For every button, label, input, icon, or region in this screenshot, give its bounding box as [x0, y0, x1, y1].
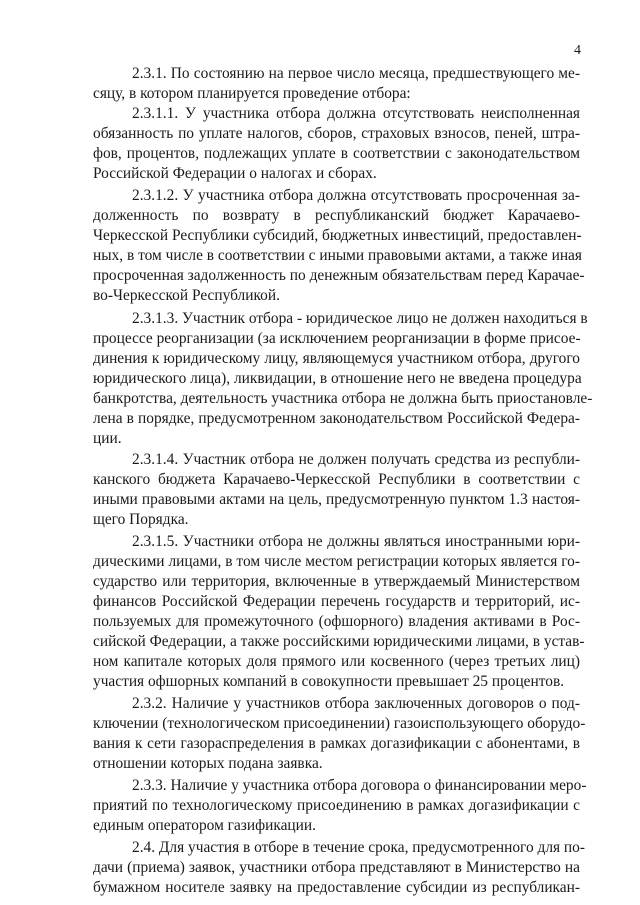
text-line: дическими лицами, в том числе местом регистрации которых является го- [93, 553, 580, 570]
text-line: 2.3.2. Наличие у участников отбора заключенных договоров о под- [132, 695, 580, 712]
text-line: юридического лица), ликвидации, в отношение него не введена процедура [93, 370, 582, 387]
text-line: бумажном носителе заявку на предоставление субсидии из республикан- [93, 879, 580, 896]
text-line: фов, процентов, подлежащих уплате в соответствии с законодательством [93, 145, 580, 162]
text-line: вания к сети газораспределения в рамках догазификации с абонентами, в [93, 735, 580, 752]
text-line: ных, в том числе в соответствии с иными правовыми актами, а также иная [93, 247, 582, 264]
text-line: Российской Федерации о налогах и сборах. [93, 165, 377, 182]
text-line: Черкесской Республики субсидий, бюджетных инвестиций, предоставлен- [93, 227, 582, 244]
text-line: пользуемых для промежуточного (офшорного) владения активами в Рос- [93, 613, 580, 630]
text-line: процессе реорганизации (за исключением реорганизации в форме присое- [93, 330, 581, 347]
text-line: обязанность по уплате налогов, сборов, страховых взносов, пеней, штра- [93, 125, 580, 142]
text-line: 2.3.1.4. Участник отбора не должен получать средства из республи- [132, 451, 580, 468]
text-line: банкротства, деятельность участника отбора не должна быть приостановле- [93, 390, 593, 407]
text-line: сийской Федерации, а также российскими юридическими лицами, в устав- [93, 633, 585, 650]
text-line: ции. [93, 430, 122, 447]
text-line: участия офшорных компаний в совокупности превышает 25 процентов. [93, 673, 565, 690]
text-line: 2.3.1.1. У участника отбора должна отсутствовать неисполненная [132, 105, 580, 122]
text-line: 2.3.1.5. Участники отбора не должны являться иностранными юри- [132, 533, 580, 550]
text-line: дачи (приема) заявок, участники отбора представляют в Министерство на [93, 859, 580, 876]
text-line: долженность по возврату в республиканский бюджет Карачаево- [93, 207, 580, 224]
text-line: 2.4. Для участия в отборе в течение срока, предусмотренного для по- [132, 839, 585, 856]
text-line: сяцу, в котором планируется проведение отбора: [93, 85, 411, 102]
text-line: 2.3.1. По состоянию на первое число месяца, предшествующего ме- [132, 65, 580, 82]
text-line: щего Порядка. [93, 511, 189, 528]
text-line: ном капитале которых доля прямого или косвенного (через третьих лиц) [93, 653, 580, 670]
text-line: динения к юридическому лицу, являющемуся участником отбора, другого [93, 350, 580, 367]
text-line: канского бюджета Карачаево-Черкесской Республики в соответствии с [93, 471, 580, 488]
text-line: приятий по технологическому присоединению в рамках догазификации с [93, 797, 580, 814]
text-line: иными правовыми актами на цель, предусмотренную пунктом 1.3 настоя- [93, 491, 580, 508]
text-line: отношении которых подана заявка. [93, 755, 323, 772]
text-line: 2.3.3. Наличие у участника отбора договора о финансировании меро- [132, 777, 587, 794]
text-line: финансов Российской Федерации перечень государств и территорий, ис- [93, 593, 580, 610]
text-line: сударство или территория, включенные в утверждаемый Министерством [93, 573, 580, 590]
text-line: просроченная задолженность по денежным обязательствам перед Карачае- [93, 267, 585, 284]
page-number: 4 [574, 43, 581, 58]
text-line: ключении (технологическом присоединении) газоиспользующего оборудо- [93, 715, 586, 732]
text-line: 2.3.1.3. Участник отбора - юридическое лицо не должен находиться в [132, 310, 588, 327]
text-line: 2.3.1.2. У участника отбора должна отсутствовать просроченная за- [132, 187, 580, 204]
text-line: во-Черкесской Республикой. [93, 287, 280, 304]
text-line: единым оператором газификации. [93, 817, 316, 834]
text-line: лена в порядке, предусмотренном законодательством Российской Федера- [93, 410, 580, 427]
